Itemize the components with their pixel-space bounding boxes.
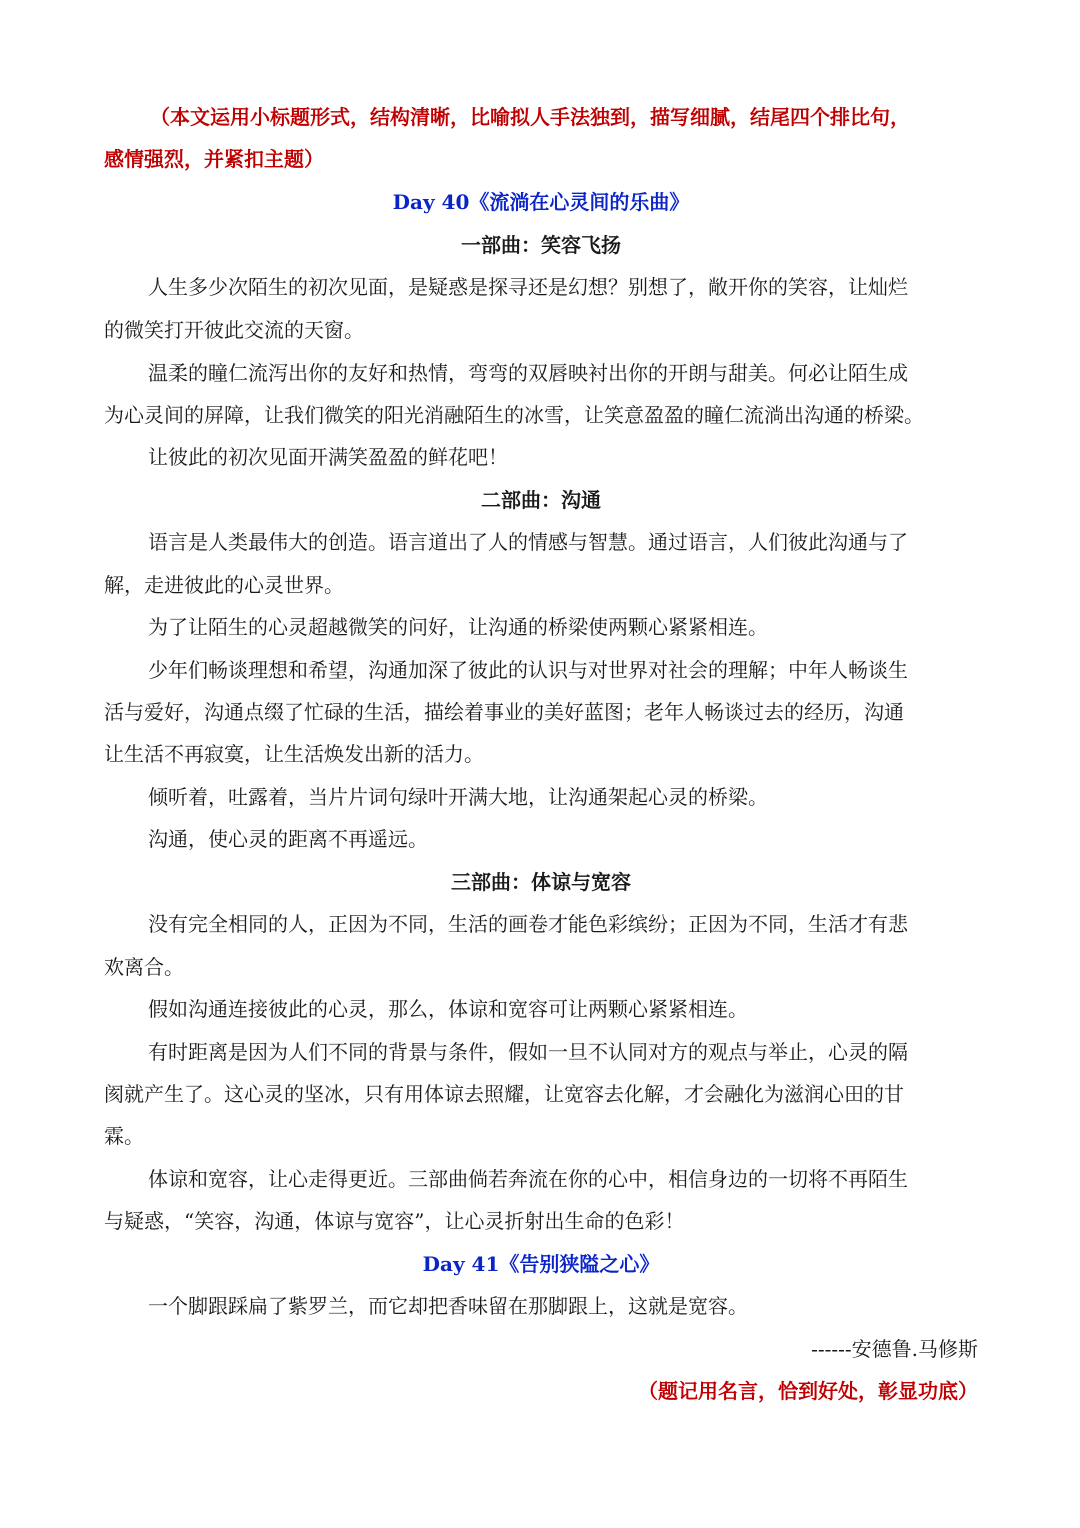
- paragraph-line: 解，走进彼此的心灵世界。: [104, 573, 344, 597]
- paragraph-line: 阂就产生了。这心灵的坚冰，只有用体谅去照耀，让宽容去化解，才会融化为滋润心田的甘: [104, 1082, 904, 1106]
- paragraph-line: 为了让陌生的心灵超越微笑的问好，让沟通的桥梁使两颗心紧紧相连。: [148, 615, 768, 639]
- paragraph-line: 的微笑打开彼此交流的天窗。: [104, 318, 364, 342]
- commentary-note-line2: 感情强烈，并紧扣主题）: [104, 147, 324, 171]
- paragraph-line: 温柔的瞳仁流泻出你的友好和热情，弯弯的双唇映衬出你的开朗与甜美。何必让陌生成: [148, 361, 908, 385]
- paragraph-line: 活与爱好，沟通点缀了忙碌的生活，描绘着事业的美好蓝图；老年人畅谈过去的经历，沟通: [104, 700, 904, 724]
- section-heading-2: 二部曲：沟通: [481, 488, 601, 512]
- paragraph-line: 假如沟通连接彼此的心灵，那么，体谅和宽容可让两颗心紧紧相连。: [148, 997, 748, 1021]
- paragraph-line: 与疑惑，“笑容，沟通，体谅与宽容”，让心灵折射出生命的色彩！: [104, 1209, 685, 1233]
- paragraph-line: 让彼此的初次见面开满笑盈盈的鲜花吧！: [148, 445, 508, 469]
- paragraph-line: 人生多少次陌生的初次见面，是疑惑是探寻还是幻想？别想了，敞开你的笑容，让灿烂: [148, 275, 908, 299]
- essay-title-day41: Day 41《告别狭隘之心》: [422, 1252, 660, 1276]
- paragraph-line: 让生活不再寂寞，让生活焕发出新的活力。: [104, 742, 484, 766]
- epigraph-quote: 一个脚跟踩扁了紫罗兰，而它却把香味留在那脚跟上，这就是宽容。: [148, 1294, 748, 1318]
- section-heading-3: 三部曲：体谅与宽容: [451, 870, 631, 894]
- epigraph-attribution: ------安德鲁.马修斯: [811, 1337, 978, 1361]
- commentary-note-line1: （本文运用小标题形式，结构清晰，比喻拟人手法独到，描写细腻，结尾四个排比句，: [150, 105, 910, 129]
- paragraph-line: 语言是人类最伟大的创造。语言道出了人的情感与智慧。通过语言，人们彼此沟通与了: [148, 530, 908, 554]
- paragraph-line: 倾听着，吐露着，当片片词句绿叶开满大地，让沟通架起心灵的桥梁。: [148, 785, 768, 809]
- paragraph-line: 少年们畅谈理想和希望，沟通加深了彼此的认识与对世界对社会的理解；中年人畅谈生: [148, 658, 908, 682]
- paragraph-line: 为心灵间的屏障，让我们微笑的阳光消融陌生的冰雪，让笑意盈盈的瞳仁流淌出沟通的桥梁。: [104, 403, 924, 427]
- paragraph-line: 霖。: [104, 1124, 144, 1148]
- paragraph-line: 没有完全相同的人，正因为不同，生活的画卷才能色彩缤纷；正因为不同，生活才有悲: [148, 912, 908, 936]
- paragraph-line: 体谅和宽容，让心走得更近。三部曲倘若奔流在你的心中，相信身边的一切将不再陌生: [148, 1167, 908, 1191]
- paragraph-line: 沟通，使心灵的距离不再遥远。: [148, 827, 428, 851]
- paragraph-line: 有时距离是因为人们不同的背景与条件，假如一旦不认同对方的观点与举止，心灵的隔: [148, 1040, 908, 1064]
- paragraph-line: 欢离合。: [104, 955, 184, 979]
- essay-title-day40: Day 40《流淌在心灵间的乐曲》: [392, 190, 690, 214]
- section-heading-1: 一部曲：笑容飞扬: [461, 233, 621, 257]
- commentary-note-day41: （题记用名言，恰到好处，彰显功底）: [638, 1379, 978, 1403]
